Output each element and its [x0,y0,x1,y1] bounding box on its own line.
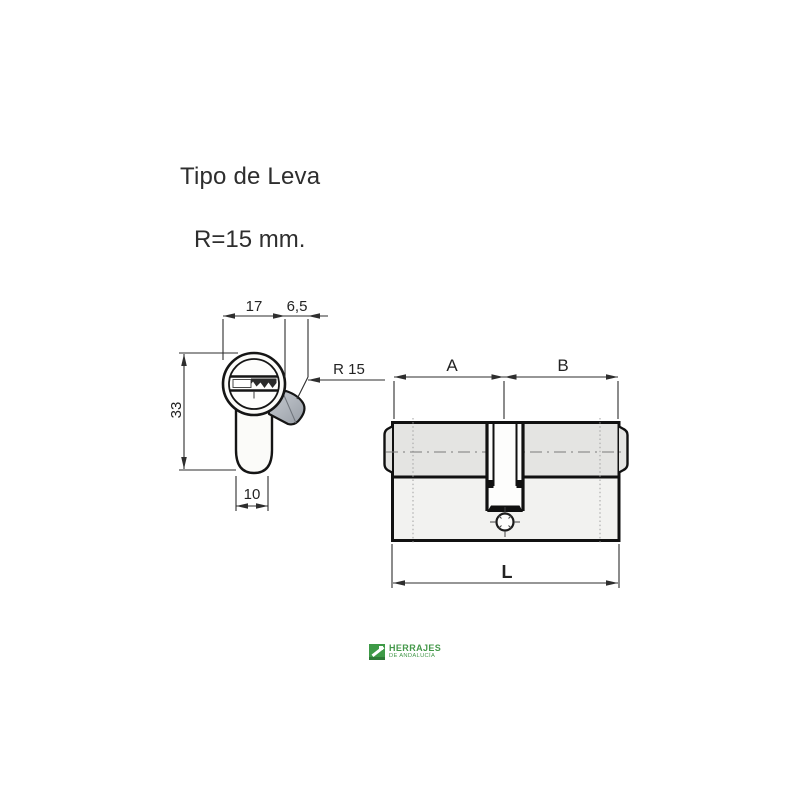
left-end-cap [385,427,393,473]
dim-a-b [394,377,618,419]
side-view [385,356,628,588]
arrow-17-right [273,313,285,319]
arrow-33-bottom [181,457,187,469]
arrow-10-left [236,503,248,509]
arrow-b-right [606,374,618,380]
brand-logo [369,644,441,660]
arrow-b-left [505,374,517,380]
arrow-33-top [181,354,187,366]
brand-name: HERRAJES [389,643,442,653]
dim-label-6-5: 6,5 [286,298,308,315]
arrow-l-right [606,580,618,586]
brand-logo-icon [369,644,385,660]
arrow-6-5-right [308,313,320,319]
arrow-10-right [256,503,268,509]
dim-label-17: 17 [245,298,263,315]
dim-label-33: 33 [168,401,185,419]
cam-radius-note: R=15 mm. [194,226,306,253]
arrow-l-left [393,580,405,586]
arrow-r15 [308,377,320,383]
arrow-a-right [492,374,504,380]
right-end-cap [619,427,628,473]
dim-label-l: L [501,562,513,582]
dim-cam-radius [308,361,385,383]
keyway-slot [233,380,251,388]
dim-label-r15: R 15 [333,361,365,378]
drawing-title: Tipo de Leva [180,163,321,190]
cam-slot [487,423,524,513]
front-view [168,298,385,511]
dim-label-a: A [446,356,458,375]
dim-label-b: B [557,356,569,375]
arrow-a-left [394,374,406,380]
arrow-17-left [223,313,235,319]
dim-label-10: 10 [243,486,261,503]
brand-subname: DE ANDALUCÍA [389,653,436,659]
